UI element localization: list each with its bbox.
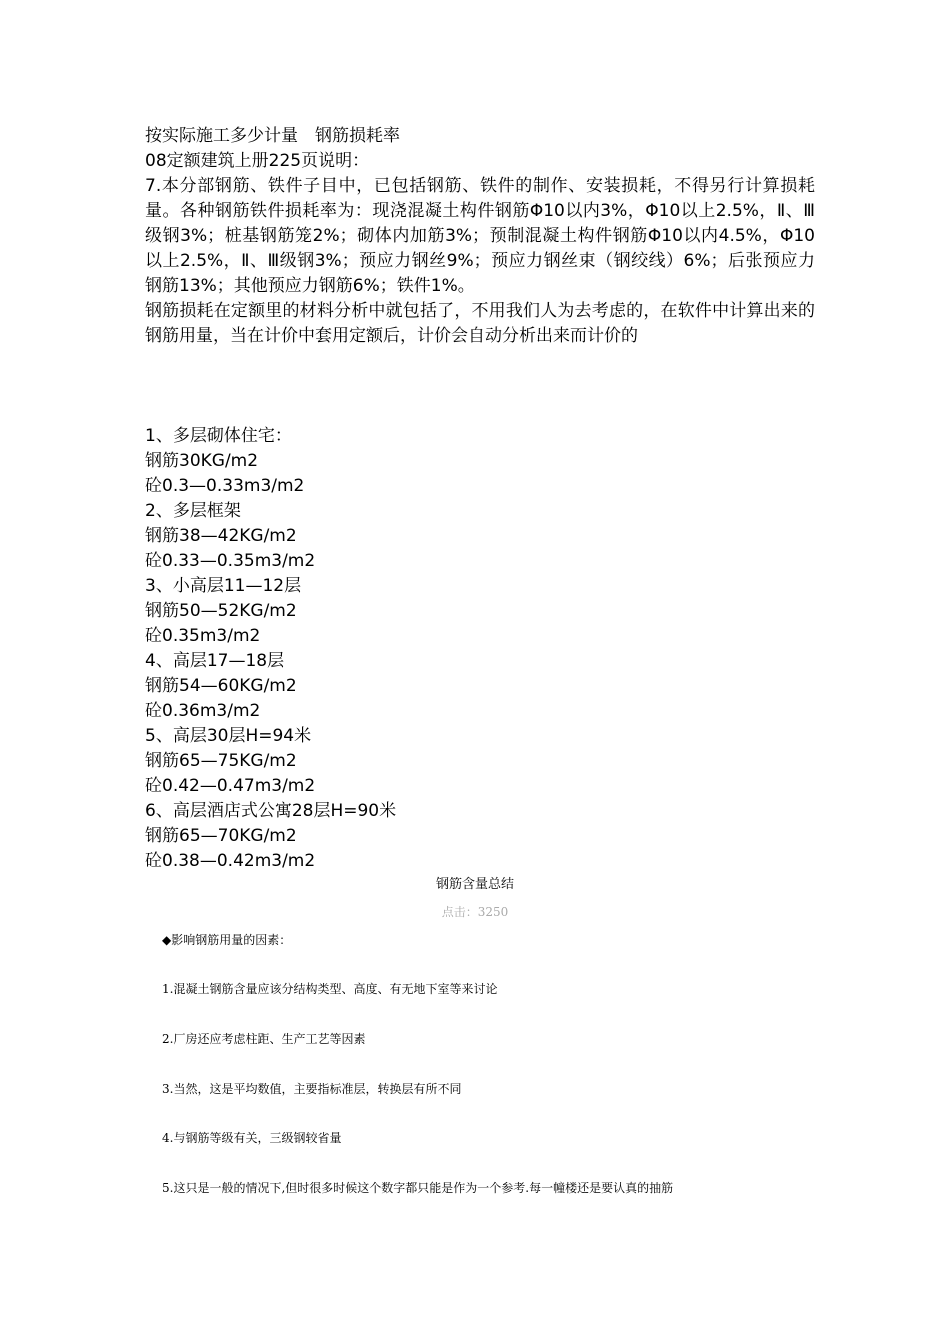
spacer xyxy=(145,349,815,424)
concrete-content-1: 砼0.3—0.33m3/m2 xyxy=(145,476,305,496)
building-type-5: 5、高层30层H=94米 xyxy=(145,726,312,746)
factor-item: 3.当然，这是平均数值，主要指标准层，转换层有所不同 xyxy=(162,1082,462,1096)
rebar-content-2: 钢筋38—42KG/m2 xyxy=(145,526,297,546)
concrete-content-4: 砼0.36m3/m2 xyxy=(145,701,261,721)
article-title: 钢筋含量总结 xyxy=(435,877,514,892)
building-type-1: 1、多层砌体住宅： xyxy=(145,426,292,446)
section-heading: 按实际施工多少计量 钢筋损耗率 xyxy=(145,126,400,146)
building-type-6: 6、高层酒店式公寓28层H=90米 xyxy=(145,801,397,821)
building-type-2: 2、多层框架 xyxy=(145,501,241,521)
building-type-3: 3、小高层11—12层 xyxy=(145,576,302,596)
rebar-content-5: 钢筋65—75KG/m2 xyxy=(145,751,297,771)
concrete-content-3: 砼0.35m3/m2 xyxy=(145,626,261,646)
building-type-4: 4、高层17—18层 xyxy=(145,651,285,671)
click-count: 点击：3250 xyxy=(441,905,509,919)
rebar-content-6: 钢筋65—70KG/m2 xyxy=(145,826,297,846)
quota-reference: 08定额建筑上册225页说明： xyxy=(145,151,370,171)
factor-item: 1.混凝土钢筋含量应该分结构类型、高度、有无地下室等来讨论 xyxy=(162,982,498,996)
rebar-content-4: 钢筋54—60KG/m2 xyxy=(145,676,297,696)
concrete-content-5: 砼0.42—0.47m3/m2 xyxy=(145,776,316,796)
rebar-content-1: 钢筋30KG/m2 xyxy=(145,451,259,471)
factor-item: 2.厂房还应考虑柱距、生产工艺等因素 xyxy=(162,1032,366,1046)
concrete-content-6: 砼0.38—0.42m3/m2 xyxy=(145,851,316,871)
factor-item: 5.这只是一般的情况下,但时很多时候这个数字都只能是作为一个参考.每一幢楼还是要认真的抽筋 xyxy=(162,1181,674,1195)
factor-item: 4.与钢筋等级有关，三级钢较省量 xyxy=(162,1131,342,1145)
rebar-content-3: 钢筋50—52KG/m2 xyxy=(145,601,297,621)
loss-note-paragraph: 钢筋损耗在定额里的材料分析中就包括了，不用我们人为去考虑的，在软件中计算出来的钢筋用量，当在计价中套用定额后，计价会自动分析出来而计价的 xyxy=(145,301,815,346)
loss-rate-paragraph: 7.本分部钢筋、铁件子目中，已包括钢筋、铁件的制作、安装损耗，不得另行计算损耗量。各种钢筋铁件损耗率为：现浇混凝土构件钢筋Φ10以内3%，Φ10以上2.5%，Ⅱ、Ⅲ级钢3%；桩基钢筋笼2%；砌体内加筋3%；预制混凝土构件钢筋Φ10以内4.5%，Φ10以上2.5%，Ⅱ、Ⅲ级钢3%；预应力钢丝9%；预应力钢丝束（钢绞线）6%；后张预应力钢筋13%；其他预应力钢筋6%；铁件1%。 xyxy=(145,176,815,296)
factors-heading: ◆影响钢筋用量的因素： xyxy=(162,933,292,947)
concrete-content-2: 砼0.33—0.35m3/m2 xyxy=(145,551,316,571)
rebar-loss-section xyxy=(145,124,815,874)
